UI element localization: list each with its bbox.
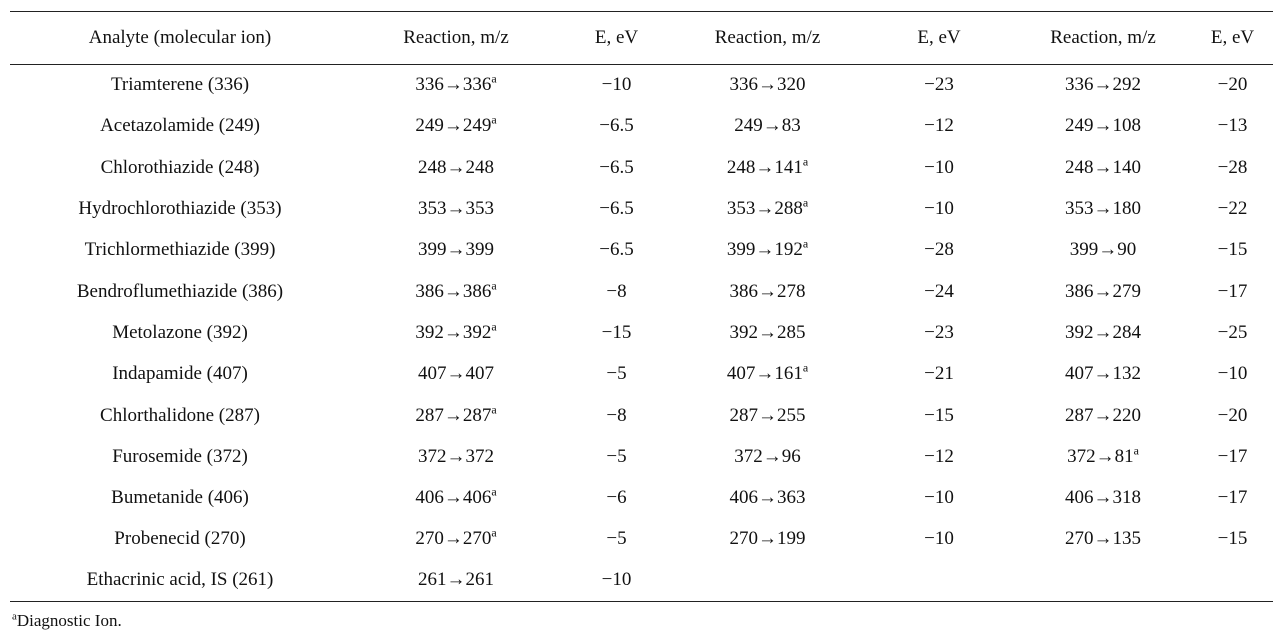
cell-analyte bbox=[10, 312, 350, 353]
cell-reaction-1-value: 261→261 bbox=[418, 569, 494, 591]
cell-energy-2-value: −24 bbox=[924, 280, 954, 302]
cell-reaction-1-value: 353→353 bbox=[418, 198, 494, 220]
cell-analyte-value: Indapamide (407) bbox=[112, 363, 248, 385]
data-table-container bbox=[10, 11, 1273, 602]
cell-energy-2-value: −23 bbox=[924, 321, 954, 343]
cell-reaction-2 bbox=[671, 436, 864, 477]
cell-reaction-2 bbox=[671, 271, 864, 312]
cell-reaction-2 bbox=[671, 106, 864, 147]
cell-energy-3-value: −25 bbox=[1217, 321, 1248, 343]
cell-reaction-2-value: 406→363 bbox=[729, 487, 806, 509]
cell-energy-1-value: −6.5 bbox=[599, 156, 634, 178]
cell-energy-2-value: −10 bbox=[924, 156, 954, 178]
cell-energy-1 bbox=[562, 106, 671, 147]
cell-energy-2-value: −10 bbox=[924, 528, 954, 550]
cell-reaction-3-value: 336→292 bbox=[1065, 74, 1141, 96]
cell-reaction-3 bbox=[1014, 560, 1192, 601]
cell-energy-1 bbox=[562, 477, 671, 518]
cell-reaction-2 bbox=[671, 230, 864, 271]
cell-reaction-3 bbox=[1014, 312, 1192, 353]
cell-reaction-1 bbox=[350, 395, 562, 436]
cell-reaction-3-value: 399→90 bbox=[1069, 239, 1137, 261]
cell-reaction-2 bbox=[671, 312, 864, 353]
cell-energy-1 bbox=[562, 312, 671, 353]
cell-reaction-3-value: 287→220 bbox=[1065, 404, 1141, 426]
diagnostic-ion-marker: a bbox=[491, 72, 497, 87]
header-reaction-1: Reaction, m/z bbox=[350, 12, 562, 65]
cell-analyte-value: Acetazolamide (249) bbox=[100, 115, 260, 137]
cell-analyte bbox=[10, 271, 350, 312]
diagnostic-ion-marker: a bbox=[491, 113, 497, 128]
cell-reaction-1-value: 287→287 bbox=[415, 404, 492, 426]
cell-reaction-1-value: 336→336 bbox=[415, 74, 492, 96]
cell-energy-3 bbox=[1192, 560, 1273, 601]
table-row bbox=[10, 271, 1273, 312]
table-row bbox=[10, 395, 1273, 436]
cell-reaction-1-value: 372→372 bbox=[418, 445, 494, 467]
cell-energy-1-value: −10 bbox=[601, 569, 632, 591]
cell-reaction-2 bbox=[671, 354, 864, 395]
cell-analyte-value: Probenecid (270) bbox=[114, 528, 246, 550]
cell-analyte bbox=[10, 436, 350, 477]
cell-reaction-3-value: 407→132 bbox=[1065, 363, 1141, 385]
header-energy-2: E, eV bbox=[864, 12, 1014, 65]
table-row bbox=[10, 65, 1273, 106]
cell-energy-3-value: −20 bbox=[1217, 74, 1248, 96]
cell-energy-3 bbox=[1192, 312, 1273, 353]
cell-reaction-3-value: 249→108 bbox=[1065, 115, 1141, 137]
table-row bbox=[10, 188, 1273, 229]
cell-reaction-1 bbox=[350, 65, 562, 106]
cell-energy-2 bbox=[864, 477, 1014, 518]
cell-energy-1 bbox=[562, 354, 671, 395]
cell-reaction-2-value: 249→83 bbox=[734, 115, 801, 137]
cell-analyte-value: Chlorothiazide (248) bbox=[100, 156, 260, 178]
table-row bbox=[10, 560, 1273, 601]
cell-energy-3-value: −17 bbox=[1217, 445, 1248, 467]
cell-reaction-1 bbox=[350, 106, 562, 147]
cell-energy-3 bbox=[1192, 436, 1273, 477]
cell-reaction-3 bbox=[1014, 436, 1192, 477]
cell-reaction-2-value: 336→320 bbox=[729, 74, 806, 96]
table-row bbox=[10, 106, 1273, 147]
cell-reaction-2-value: 287→255 bbox=[729, 404, 806, 426]
cell-energy-3 bbox=[1192, 147, 1273, 188]
cell-energy-2-value: −28 bbox=[924, 239, 954, 261]
cell-energy-3 bbox=[1192, 271, 1273, 312]
cell-reaction-3-value: 248→140 bbox=[1065, 156, 1141, 178]
cell-reaction-2-value: 248→141 bbox=[726, 156, 803, 178]
cell-reaction-2-value: 353→288 bbox=[726, 198, 803, 220]
cell-energy-2 bbox=[864, 436, 1014, 477]
cell-energy-1-value: −5 bbox=[606, 445, 627, 467]
cell-reaction-1-value: 386→386 bbox=[415, 280, 492, 302]
cell-energy-2 bbox=[864, 354, 1014, 395]
cell-energy-3-value: −10 bbox=[1217, 363, 1248, 385]
cell-reaction-1-value: 407→407 bbox=[418, 363, 494, 385]
cell-energy-2 bbox=[864, 560, 1014, 601]
cell-energy-2 bbox=[864, 519, 1014, 560]
cell-reaction-2 bbox=[671, 560, 864, 601]
cell-energy-1 bbox=[562, 560, 671, 601]
table-row bbox=[10, 147, 1273, 188]
cell-reaction-3 bbox=[1014, 395, 1192, 436]
mrm-reactions-table bbox=[10, 11, 1273, 602]
cell-reaction-2-value: 372→96 bbox=[734, 445, 801, 467]
cell-reaction-1 bbox=[350, 436, 562, 477]
table-row bbox=[10, 354, 1273, 395]
cell-reaction-1 bbox=[350, 188, 562, 229]
cell-energy-1-value: −8 bbox=[606, 404, 627, 426]
header-row bbox=[10, 12, 1273, 65]
cell-reaction-3-value: 406→318 bbox=[1065, 487, 1141, 509]
cell-analyte bbox=[10, 477, 350, 518]
cell-reaction-1-value: 399→399 bbox=[418, 239, 494, 261]
cell-energy-2 bbox=[864, 312, 1014, 353]
cell-reaction-3-value: 353→180 bbox=[1065, 198, 1141, 220]
diagnostic-ion-marker: a bbox=[1133, 443, 1139, 458]
diagnostic-ion-marker: a bbox=[491, 526, 497, 541]
cell-energy-1 bbox=[562, 436, 671, 477]
cell-reaction-3 bbox=[1014, 354, 1192, 395]
cell-energy-2-value: −10 bbox=[924, 487, 954, 509]
cell-energy-3-value: −17 bbox=[1217, 487, 1248, 509]
cell-energy-2-value: −21 bbox=[924, 363, 954, 385]
cell-energy-3-value: −22 bbox=[1217, 198, 1248, 220]
cell-reaction-1 bbox=[350, 230, 562, 271]
cell-energy-3 bbox=[1192, 354, 1273, 395]
table-row bbox=[10, 436, 1273, 477]
cell-energy-3 bbox=[1192, 188, 1273, 229]
cell-energy-3 bbox=[1192, 395, 1273, 436]
cell-reaction-1 bbox=[350, 519, 562, 560]
cell-energy-1 bbox=[562, 271, 671, 312]
cell-reaction-1 bbox=[350, 271, 562, 312]
table-row bbox=[10, 519, 1273, 560]
cell-analyte-value: Bumetanide (406) bbox=[111, 487, 249, 509]
cell-reaction-3 bbox=[1014, 188, 1192, 229]
cell-analyte bbox=[10, 106, 350, 147]
cell-reaction-2-value: 392→285 bbox=[729, 321, 806, 343]
cell-reaction-1-value: 270→270 bbox=[415, 528, 492, 550]
cell-energy-3-value: −28 bbox=[1217, 156, 1248, 178]
cell-energy-3-value: −20 bbox=[1217, 404, 1248, 426]
cell-energy-1-value: −5 bbox=[606, 528, 627, 550]
cell-energy-2 bbox=[864, 188, 1014, 229]
cell-energy-2-value: −15 bbox=[924, 404, 954, 426]
cell-reaction-2 bbox=[671, 519, 864, 560]
table-footnote bbox=[12, 611, 122, 631]
cell-analyte-value: Furosemide (372) bbox=[112, 445, 248, 467]
cell-energy-2-value: −12 bbox=[924, 445, 954, 467]
cell-energy-3-value: −15 bbox=[1217, 528, 1248, 550]
cell-reaction-3 bbox=[1014, 519, 1192, 560]
header-energy-3: E, eV bbox=[1192, 12, 1273, 65]
cell-analyte-value: Bendroflumethiazide (386) bbox=[76, 280, 284, 302]
cell-reaction-2-value: 386→278 bbox=[729, 280, 806, 302]
header-analyte: Analyte (molecular ion) bbox=[10, 12, 350, 65]
cell-energy-3 bbox=[1192, 230, 1273, 271]
cell-energy-3 bbox=[1192, 106, 1273, 147]
cell-reaction-1-value: 249→249 bbox=[415, 115, 492, 137]
cell-reaction-2 bbox=[671, 395, 864, 436]
cell-analyte bbox=[10, 188, 350, 229]
diagnostic-ion-marker: a bbox=[491, 319, 497, 334]
cell-energy-1 bbox=[562, 147, 671, 188]
cell-energy-1-value: −5 bbox=[606, 363, 627, 385]
cell-analyte bbox=[10, 354, 350, 395]
cell-reaction-3 bbox=[1014, 477, 1192, 518]
table-row bbox=[10, 312, 1273, 353]
cell-analyte bbox=[10, 560, 350, 601]
diagnostic-ion-marker: a bbox=[802, 154, 809, 169]
diagnostic-ion-marker: a bbox=[802, 237, 809, 251]
cell-reaction-1 bbox=[350, 312, 562, 353]
cell-energy-1 bbox=[562, 65, 671, 106]
header-energy-1: E, eV bbox=[562, 12, 671, 65]
cell-analyte-value: Triamterene (336) bbox=[110, 74, 250, 96]
cell-energy-2 bbox=[864, 230, 1014, 271]
cell-reaction-3-value: 270→135 bbox=[1065, 528, 1141, 550]
cell-analyte bbox=[10, 519, 350, 560]
cell-reaction-2-value: 270→199 bbox=[729, 528, 806, 550]
cell-analyte-value: Metolazone (392) bbox=[112, 321, 248, 343]
cell-energy-2-value: −12 bbox=[924, 115, 954, 137]
cell-analyte-value: Hydrochlorothiazide (353) bbox=[78, 198, 282, 220]
cell-reaction-3-value: 372→81 bbox=[1067, 445, 1134, 467]
cell-analyte bbox=[10, 65, 350, 106]
cell-energy-1-value: −8 bbox=[606, 280, 627, 302]
cell-reaction-1-value: 406→406 bbox=[415, 487, 492, 509]
cell-energy-2-value: −10 bbox=[924, 198, 954, 220]
header-reaction-2: Reaction, m/z bbox=[671, 12, 864, 65]
cell-reaction-3 bbox=[1014, 271, 1192, 312]
cell-energy-1-value: −6.5 bbox=[599, 239, 634, 261]
cell-reaction-3 bbox=[1014, 147, 1192, 188]
cell-reaction-2-value: 399→192 bbox=[726, 239, 803, 261]
cell-reaction-1-value: 392→392 bbox=[415, 321, 492, 343]
cell-reaction-2 bbox=[671, 477, 864, 518]
cell-energy-3-value: −13 bbox=[1217, 115, 1248, 137]
cell-energy-1 bbox=[562, 519, 671, 560]
header-reaction-3: Reaction, m/z bbox=[1014, 12, 1192, 65]
cell-reaction-3 bbox=[1014, 106, 1192, 147]
cell-energy-1-value: −15 bbox=[601, 321, 632, 343]
cell-reaction-2 bbox=[671, 188, 864, 229]
cell-analyte-value: Ethacrinic acid, IS (261) bbox=[86, 569, 274, 591]
cell-reaction-3-value: 386→279 bbox=[1065, 280, 1141, 302]
cell-energy-2-value: −23 bbox=[924, 74, 954, 96]
cell-energy-2 bbox=[864, 271, 1014, 312]
cell-energy-3 bbox=[1192, 65, 1273, 106]
cell-energy-2 bbox=[864, 395, 1014, 436]
cell-energy-1-value: −6 bbox=[606, 487, 627, 509]
cell-analyte-value: Trichlormethiazide (399) bbox=[84, 239, 276, 261]
cell-reaction-2 bbox=[671, 147, 864, 188]
footnote-marker: a bbox=[12, 610, 17, 623]
cell-energy-1-value: −10 bbox=[601, 74, 632, 96]
cell-energy-2 bbox=[864, 147, 1014, 188]
cell-analyte bbox=[10, 395, 350, 436]
table-body bbox=[10, 65, 1273, 602]
cell-energy-3-value: −17 bbox=[1217, 280, 1248, 302]
cell-energy-1-value: −6.5 bbox=[599, 115, 634, 137]
cell-energy-1-value: −6.5 bbox=[599, 198, 634, 220]
cell-energy-1 bbox=[562, 230, 671, 271]
cell-energy-3-value: −15 bbox=[1217, 239, 1248, 261]
cell-reaction-3 bbox=[1014, 230, 1192, 271]
cell-reaction-1-value: 248→248 bbox=[418, 156, 494, 178]
table-row bbox=[10, 230, 1273, 271]
table-row bbox=[10, 477, 1273, 518]
diagnostic-ion-marker: a bbox=[802, 195, 809, 210]
cell-reaction-1 bbox=[350, 477, 562, 518]
footnote-text: Diagnostic Ion. bbox=[16, 611, 122, 630]
diagnostic-ion-marker: a bbox=[491, 278, 497, 293]
cell-energy-2 bbox=[864, 106, 1014, 147]
cell-analyte-value: Chlorthalidone (287) bbox=[100, 404, 260, 426]
cell-energy-3 bbox=[1192, 519, 1273, 560]
cell-analyte bbox=[10, 230, 350, 271]
cell-reaction-2 bbox=[671, 65, 864, 106]
cell-energy-1 bbox=[562, 188, 671, 229]
cell-analyte bbox=[10, 147, 350, 188]
diagnostic-ion-marker: a bbox=[491, 484, 497, 499]
diagnostic-ion-marker: a bbox=[491, 402, 497, 417]
cell-reaction-1 bbox=[350, 560, 562, 601]
cell-energy-1 bbox=[562, 395, 671, 436]
cell-reaction-1 bbox=[350, 354, 562, 395]
diagnostic-ion-marker: a bbox=[802, 360, 809, 375]
cell-reaction-3-value: 392→284 bbox=[1065, 321, 1141, 343]
cell-energy-2 bbox=[864, 65, 1014, 106]
cell-reaction-1 bbox=[350, 147, 562, 188]
cell-reaction-3 bbox=[1014, 65, 1192, 106]
cell-reaction-2-value: 407→161 bbox=[726, 363, 803, 385]
cell-energy-3 bbox=[1192, 477, 1273, 518]
